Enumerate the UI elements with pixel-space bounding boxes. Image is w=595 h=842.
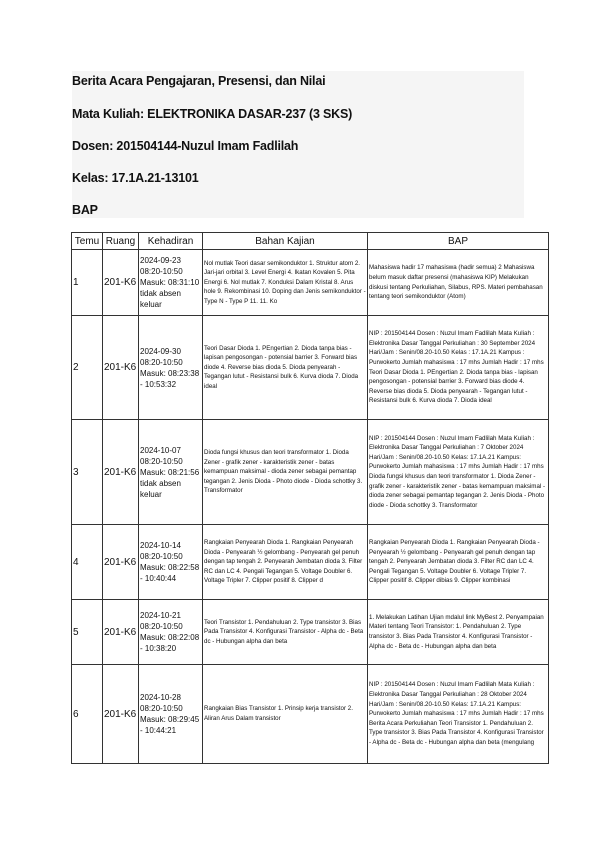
attendance-cell: 2024-09-30 08:20-10:50 Masuk: 08:23:38 - 10:53:32: [139, 316, 203, 420]
room-cell: 201-K6: [103, 250, 139, 316]
meeting-number: 4: [72, 525, 103, 600]
bap-cell: Rangkaian Penyearah Dioda 1. Rangkaian Penyearah Dioda - Penyearah ½ gelombang - Penyearah gel penuh dengan tap tengah 2. Penyearah Jembatan dioda 3. Filter RC dan LC 4. Pengali Tegangan 5. Voltage Doubler 6. Voltage Tripler 7. Clipper positif 8. Clipper dibias 9. Clipper kombinasi: [368, 525, 549, 600]
table-header-row: [72, 233, 549, 250]
course-line: Mata Kuliah: ELEKTRONIKA DASAR-237 (3 SKS): [72, 107, 353, 121]
table-row: [72, 420, 549, 525]
table-row: [72, 250, 549, 316]
header-kehadiran: Kehadiran: [139, 233, 203, 250]
table-row: [72, 525, 549, 600]
document-title: Berita Acara Pengajaran, Presensi, dan Nilai: [72, 74, 326, 88]
topic-cell: Rangkaian Penyearah Dioda 1. Rangkaian Penyearah Dioda - Penyearah ½ gelombang - Penyearah gel penuh dengan tap tengah 2. Penyearah Jembatan dioda 3. Filter RC dan LC 4. Pengali Tegangan 5. Voltage Doubler 6. Voltage Tripler 7. Clipper positif 8. Clipper d: [203, 525, 368, 600]
bap-cell: 1. Melakukan Latihan Ujian mdaluI link MyBest 2. Penyampaian Materi tentang Teori Transistor: 1. Pendahuluan 2. Type transistor 3. Bias Pada Transistor 4. Konfigurasi Transistor - Alpha dc - Beta dc - Hubungan alpha dan beta: [368, 600, 549, 665]
bap-table: [71, 232, 549, 764]
header-bap: BAP: [368, 233, 549, 250]
lecturer-line: Dosen: 201504144-Nuzul Imam Fadlilah: [72, 139, 299, 153]
bap-cell: NIP : 201504144 Dosen : Nuzul Imam Fadlilah Mata Kuliah : Elektronika Dasar Tanggal Perkuliahan : 7 Oktober 2024 Hari/Jam : Senin/08.20-10.50 Kelas: 17.1A.21 Kampus: Purwokerto Jumlah mahasiswa : 17 mhs Jumlah Hadir : 17 mhs Dioda fungsi khusus dan teori transformator 1. Dioda Zener - grafik zener - karakteristik zener - batas kemampuan maksimal - dioda zener sebagai pemantap tegangan 2. Jenis Dioda - Photo diode - Dioda schottky 3. Transformator: [368, 420, 549, 525]
bap-cell: NIP : 201504144 Dosen : Nuzul Imam Fadlilah Mata Kuliah : Elektronika Dasar Tanggal Perkuliahan : 28 Oktober 2024 Hari/Jam : Senin/08.20-10.50 Kelas: 17.1A.21 Kampus: Purwokerto Jumlah mahasiswa : 17 mhs Jumlah Hadir : 17 mhs Berita Acara Perkuliahan Teori Transistor 1. Pendahuluan 2. Type transistor 3. Bias Pada Transistor 4. Konfigurasi Transistor - Alpha dc - Beta dc - Hubungan alpha dan beta (mengulang: [368, 665, 549, 764]
topic-cell: Rangkaian Bias Transistor 1. Prinsip kerja transistor 2. Aliran Arus Dalam transistor: [203, 665, 368, 764]
table-row: [72, 665, 549, 764]
meeting-number: 3: [72, 420, 103, 525]
topic-cell: Dioda fungsi khusus dan teori transformator 1. Dioda Zener - grafik zener - karakteristik zener - batas kemampuan maksimal - dioda zener sebagai pemantap tegangan 2. Jenis Dioda - Photo diode - Dioda schottky 3. Transformator: [203, 420, 368, 525]
meeting-number: 6: [72, 665, 103, 764]
topic-cell: Nol mutlak Teori dasar semikonduktor 1. Struktur atom 2. Jari-jari orbital 3. Level Energi 4. Ikatan Kovalen 5. Pita Energi 6. Nol mutlak 7. Konduksi Dalam Kristal 8. Arus hole 9. Rekombinasi 10. Doping dan Jenis semikonduktor - Type N - Type P 11. 11. Ko: [203, 250, 368, 316]
attendance-cell: 2024-10-28 08:20-10:50 Masuk: 08:29:45 - 10:44:21: [139, 665, 203, 764]
topic-cell: Teori Transistor 1. Pendahuluan 2. Type transistor 3. Bias Pada Transistor 4. Konfigurasi Transistor - Alpha dc - Beta dc - Hubungan alpha dan beta: [203, 600, 368, 665]
room-cell: 201-K6: [103, 665, 139, 764]
table-row: [72, 600, 549, 665]
header-bahan-kajian: Bahan Kajian: [203, 233, 368, 250]
topic-cell: Teori Dasar Dioda 1. PEngertian 2. Dioda tanpa bias - lapisan pengosongan - potensial barrier 3. Forward bias diode 4. Reverse bias dioda 5. Dioda penyearah - Tegangan lutut - Resistansi bulk 6. Kurva dioda 7. Dioda ideal: [203, 316, 368, 420]
meeting-number: 2: [72, 316, 103, 420]
bap-cell: NIP : 201504144 Dosen : Nuzul Imam Fadlilah Mata Kuliah : Elektronika Dasar Tanggal Perkuliahan : 30 September 2024 Hari/Jam : Senin/08.20-10.50 Kelas : 17.1A.21 Kampus : Purwokerto Jumlah mahasiswa : 17 mhs Jumlah Hadir : 17 mhs Teori Dasar Dioda 1. PEngertian 2. Dioda tanpa bias - lapisan pengosongan - potensial barrier 3. Forward bias diode 4. Reverse bias dioda 5. Dioda penyearah - Tegangan lutut - Resistansi bulk 6. Kurva dioda 7. Dioda ideal: [368, 316, 549, 420]
meeting-number: 5: [72, 600, 103, 665]
attendance-cell: 2024-10-14 08:20-10:50 Masuk: 08:22:58 - 10:40:44: [139, 525, 203, 600]
room-cell: 201-K6: [103, 600, 139, 665]
header-ruang: Ruang: [103, 233, 139, 250]
room-cell: 201-K6: [103, 316, 139, 420]
section-heading: BAP: [72, 203, 98, 217]
room-cell: 201-K6: [103, 525, 139, 600]
attendance-cell: 2024-10-21 08:20-10:50 Masuk: 08:22:08 - 10:38:20: [139, 600, 203, 665]
attendance-cell: 2024-10-07 08:20-10:50 Masuk: 08:21:56 tidak absen keluar: [139, 420, 203, 525]
meeting-number: 1: [72, 250, 103, 316]
table-row: [72, 316, 549, 420]
header-temu: Temu: [72, 233, 103, 250]
attendance-cell: 2024-09-23 08:20-10:50 Masuk: 08:31:10 tidak absen keluar: [139, 250, 203, 316]
room-cell: 201-K6: [103, 420, 139, 525]
class-line: Kelas: 17.1A.21-13101: [72, 171, 199, 185]
bap-cell: Mahasiswa hadir 17 mahasiswa (hadir semua) 2 Mahasiswa belum masuk daftar presensi (mahasiswa KIP) Melakukan diskusi tentang Perkuliahan, Silabus, RPS. Materi pembahasan tentang teori semikonduktor (Atom): [368, 250, 549, 316]
